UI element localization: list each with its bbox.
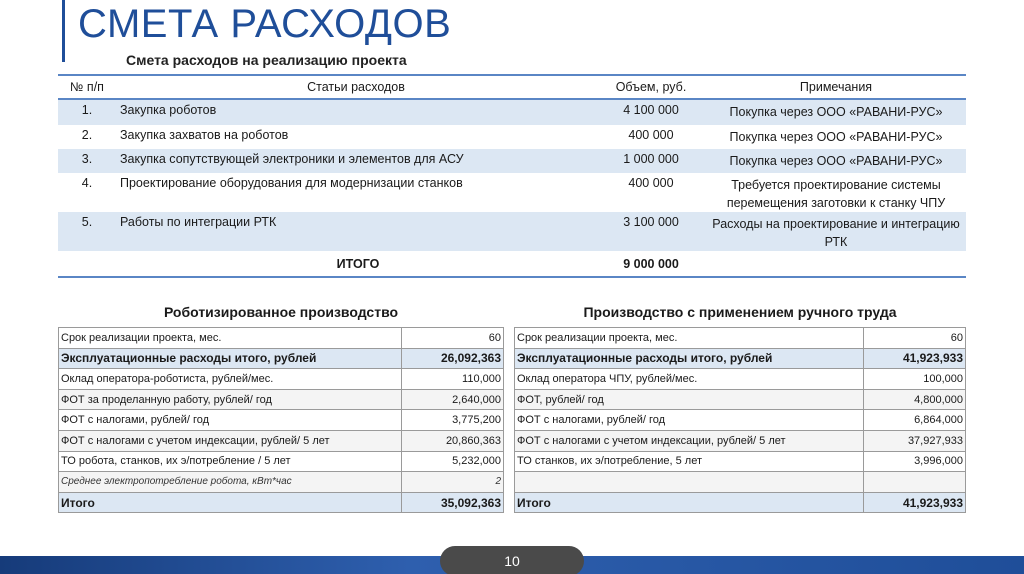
table-row bbox=[59, 430, 504, 451]
table-row bbox=[59, 472, 504, 493]
row-value: 41,923,933 bbox=[864, 492, 966, 513]
row-item: Работы по интеграции РТК bbox=[116, 212, 596, 251]
row-label: Срок реализации проекта, мес. bbox=[59, 328, 402, 349]
table-row bbox=[58, 149, 966, 173]
row-item: Закупка захватов на роботов bbox=[120, 128, 289, 142]
row-note: Требуется проектирование системы перемещения заготовки к станку ЧПУ bbox=[726, 178, 946, 210]
column-header-note: Примечания bbox=[706, 75, 966, 99]
table-row bbox=[59, 389, 504, 410]
table-row bbox=[59, 348, 504, 369]
table-row bbox=[515, 389, 966, 410]
row-value: 4,800,000 bbox=[864, 389, 966, 410]
row-label: Оклад оператора-роботиста, рублей/мес. bbox=[59, 369, 402, 390]
row-value: 2,640,000 bbox=[402, 389, 504, 410]
row-note: Покупка через ООО «РАВАНИ-РУС» bbox=[706, 149, 966, 173]
row-item: Проектирование оборудования для модернизации станков bbox=[120, 176, 463, 190]
row-label: ТО станков, их э/потребление, 5 лет bbox=[515, 451, 864, 472]
row-label: ФОТ с налогами, рублей/ год bbox=[515, 410, 864, 431]
table-row bbox=[58, 99, 966, 125]
table-row bbox=[515, 348, 966, 369]
table-row bbox=[515, 451, 966, 472]
table-row bbox=[515, 492, 966, 513]
row-number: 3. bbox=[58, 149, 116, 173]
table-row bbox=[59, 492, 504, 513]
table-row bbox=[59, 369, 504, 390]
table-row bbox=[59, 328, 504, 349]
table-header-row bbox=[58, 75, 966, 99]
robotic-production-title: Роботизированное производство bbox=[163, 304, 399, 320]
row-volume: 400 000 bbox=[628, 176, 674, 190]
row-value: 20,860,363 bbox=[402, 430, 504, 451]
row-label: ФОТ за проделанную работу, рублей/ год bbox=[59, 389, 402, 410]
row-value bbox=[864, 472, 966, 493]
row-label: Эксплуатационные расходы итого, рублей bbox=[515, 348, 864, 369]
table-row bbox=[515, 328, 966, 349]
column-header-number: № п/п bbox=[58, 75, 116, 99]
row-label: Эксплуатационные расходы итого, рублей bbox=[59, 348, 402, 369]
page-subtitle: Смета расходов на реализацию проекта bbox=[126, 52, 407, 68]
column-header-volume: Объем, руб. bbox=[596, 75, 706, 99]
row-volume: 1 000 000 bbox=[596, 149, 706, 173]
row-value: 3,996,000 bbox=[864, 451, 966, 472]
row-value: 100,000 bbox=[864, 369, 966, 390]
table-row bbox=[515, 472, 966, 493]
row-value: 60 bbox=[402, 328, 504, 349]
row-volume: 400 000 bbox=[628, 128, 674, 142]
table-row bbox=[59, 451, 504, 472]
row-label: ФОТ с налогами с учетом индексации, рублей/ 5 лет bbox=[515, 430, 864, 451]
row-value: 5,232,000 bbox=[402, 451, 504, 472]
row-value: 6,864,000 bbox=[864, 410, 966, 431]
row-note: Покупка через ООО «РАВАНИ-РУС» bbox=[706, 99, 966, 125]
total-label: ИТОГО bbox=[116, 251, 596, 277]
column-header-item: Статьи расходов bbox=[116, 75, 596, 99]
table-row bbox=[59, 410, 504, 431]
table-row bbox=[58, 125, 966, 149]
row-label: Итого bbox=[515, 492, 864, 513]
row-label bbox=[515, 472, 864, 493]
row-number: 2. bbox=[81, 128, 93, 142]
row-value: 35,092,363 bbox=[402, 492, 504, 513]
manual-production-title: Производство с применением ручного труда bbox=[583, 304, 897, 320]
row-value: 60 bbox=[864, 328, 966, 349]
robotic-production-table bbox=[58, 327, 504, 513]
row-note: Расходы на проектирование и интеграцию РТК bbox=[706, 212, 966, 251]
table-row bbox=[515, 410, 966, 431]
row-value: 3,775,200 bbox=[402, 410, 504, 431]
row-value: 26,092,363 bbox=[402, 348, 504, 369]
row-label: ТО робота, станков, их э/потребление / 5 лет bbox=[59, 451, 402, 472]
row-value: 2 bbox=[402, 472, 504, 493]
row-label: ФОТ с налогами, рублей/ год bbox=[59, 410, 402, 431]
row-label: Итого bbox=[59, 492, 402, 513]
total-value: 9 000 000 bbox=[596, 251, 706, 277]
expense-estimate-table bbox=[58, 74, 966, 278]
row-label: Среднее электропотребление робота, кВт*час bbox=[59, 472, 402, 493]
total-row bbox=[58, 251, 966, 277]
title-accent-bar bbox=[62, 0, 65, 62]
page-title: СМЕТА РАСХОДОВ bbox=[78, 2, 452, 46]
table-row bbox=[515, 369, 966, 390]
row-item: Закупка сопутствующей электроники и элементов для АСУ bbox=[116, 149, 596, 173]
row-value: 37,927,933 bbox=[864, 430, 966, 451]
row-volume: 3 100 000 bbox=[596, 212, 706, 251]
table-row bbox=[58, 173, 966, 212]
row-value: 110,000 bbox=[402, 369, 504, 390]
row-number: 1. bbox=[58, 99, 116, 125]
row-volume: 4 100 000 bbox=[596, 99, 706, 125]
row-value: 41,923,933 bbox=[864, 348, 966, 369]
row-note: Покупка через ООО «РАВАНИ-РУС» bbox=[729, 130, 943, 144]
table-row bbox=[515, 430, 966, 451]
row-label: ФОТ с налогами с учетом индексации, рублей/ 5 лет bbox=[59, 430, 402, 451]
row-number: 5. bbox=[58, 212, 116, 251]
row-label: Оклад оператора ЧПУ, рублей/мес. bbox=[515, 369, 864, 390]
row-item: Закупка роботов bbox=[116, 99, 596, 125]
manual-production-table bbox=[514, 327, 966, 513]
page-number: 10 bbox=[440, 546, 584, 574]
row-label: Срок реализации проекта, мес. bbox=[515, 328, 864, 349]
row-label: ФОТ, рублей/ год bbox=[515, 389, 864, 410]
table-row bbox=[58, 212, 966, 251]
row-number: 4. bbox=[81, 176, 93, 190]
